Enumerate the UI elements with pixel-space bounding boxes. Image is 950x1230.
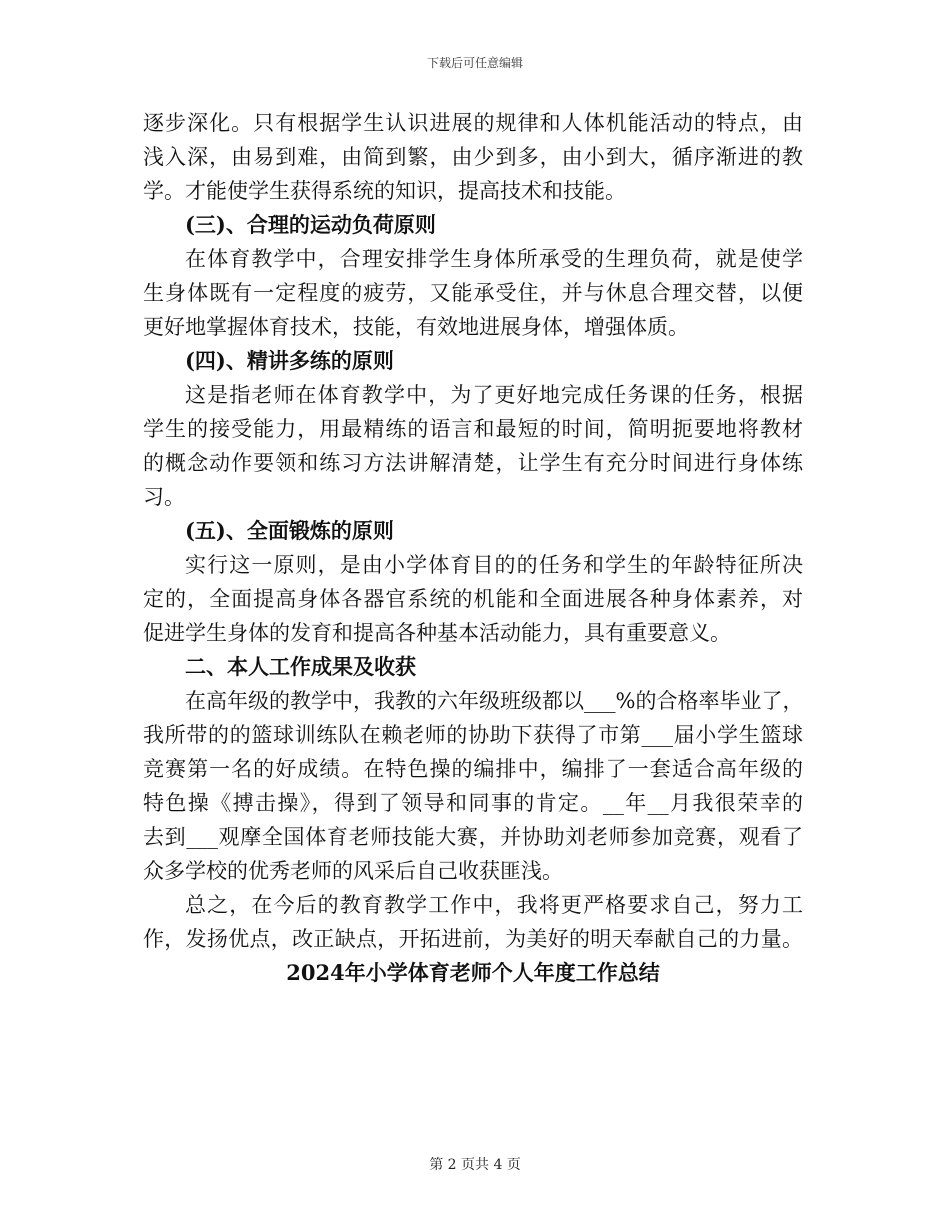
text-line: 我所带的的篮球训练队在赖老师的协助下获得了市第___届小学生篮球 <box>143 723 803 747</box>
text-line: 总之，在今后的教育教学工作中，我将更严格要求自己，努力工 <box>185 893 803 917</box>
text-line: 生身体既有一定程度的疲劳，又能承受住，并与休息合理交替，以便 <box>143 281 803 305</box>
text-line: 去到___观摩全国体育老师技能大赛，并协助刘老师参加竞赛，观看了 <box>143 825 803 849</box>
text-line: 这是指老师在体育教学中，为了更好地完成任务课的任务，根据 <box>185 383 803 407</box>
document-body <box>143 106 803 990</box>
text-line: 习。 <box>143 485 185 509</box>
text-line: 定的，全面提高身体各器官系统的机能和全面进展各种身体素养，对 <box>143 587 803 611</box>
text-line: 众多学校的优秀老师的风采后自己收获匪浅。 <box>143 859 563 883</box>
text-line: 在高年级的教学中，我教的六年级班级都以___%的合格率毕业了， <box>185 689 803 713</box>
section-heading: 二、本人工作成果及收获 <box>185 654 416 679</box>
text-line: 浅入深，由易到难，由简到繁，由少到多，由小到大，循序渐进的教 <box>143 145 803 169</box>
text-line: 学生的接受能力，用最精练的语言和最短的时间，简明扼要地将教材 <box>143 417 803 441</box>
text-line: 特色操《搏击操》，得到了领导和同事的肯定。__年__月我很荣幸的 <box>143 791 803 815</box>
page-number: 第 2 页共 4 页 <box>429 1157 521 1173</box>
section-heading: (三)、合理的运动负荷原则 <box>185 212 436 237</box>
text-line: 逐步深化。只有根据学生认识进展的规律和人体机能活动的特点，由 <box>143 111 803 135</box>
text-line: 作，发扬优点，改正缺点，开拓进前，为美好的明天奉献自己的力量。 <box>143 927 803 951</box>
text-line: 在体育教学中，合理安排学生身体所承受的生理负荷，就是使学 <box>185 247 803 271</box>
text-line: 学。才能使学生获得系统的知识，提高技术和技能。 <box>143 179 626 203</box>
page-header: 下载后可任意编辑 <box>426 56 523 70</box>
text-line: 竞赛第一名的好成绩。在特色操的编排中，编排了一套适合高年级的 <box>143 757 803 781</box>
text-line: 促进学生身体的发育和提高各种基本活动能力，具有重要意义。 <box>143 621 731 645</box>
text-line: 实行这一原则，是由小学体育目的的任务和学生的年龄特征所决 <box>185 553 803 577</box>
text-line: 的概念动作要领和练习方法讲解清楚，让学生有充分时间进行身体练 <box>143 451 803 475</box>
document-title: 2024年小学体育老师个人年度工作总结 <box>286 960 660 985</box>
section-heading: (四)、精讲多练的原则 <box>185 348 394 373</box>
text-line: 更好地掌握体育技术，技能，有效地进展身体，增强体质。 <box>143 315 689 339</box>
section-heading: (五)、全面锻炼的原则 <box>185 518 394 543</box>
